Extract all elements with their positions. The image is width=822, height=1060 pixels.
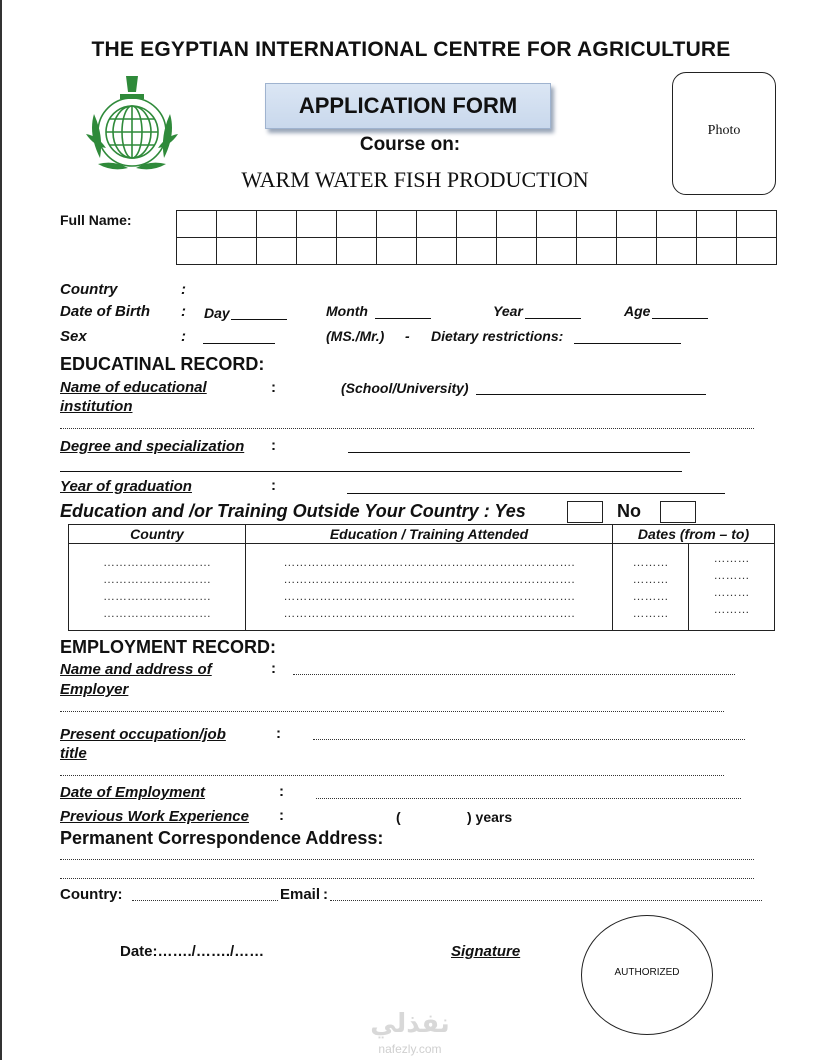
photo-label: Photo: [707, 123, 741, 138]
dotted-entry: ……………………………………………………………….: [283, 572, 575, 586]
name-grid-row: [177, 238, 777, 265]
email-label: Email: [280, 886, 321, 903]
dotted-entry: ………: [632, 572, 669, 586]
colon: :: [271, 477, 276, 494]
occupation-label-cont: title: [60, 745, 87, 762]
organization-title: THE EGYPTIAN INTERNATIONAL CENTRE FOR AGRICULTURE: [91, 38, 731, 61]
age-label: Age: [624, 303, 651, 319]
globe-wreath-emblem-icon: [76, 74, 188, 186]
watermark: نفذلي: [370, 1008, 450, 1038]
country-cell[interactable]: [69, 544, 246, 631]
employer-label: Name and address of: [60, 661, 212, 678]
occupation-field[interactable]: [313, 739, 745, 740]
table-body-row: [69, 544, 775, 631]
sex-field[interactable]: [203, 343, 275, 344]
column-header-training: Education / Training Attended: [246, 525, 613, 544]
country-label: Country: [60, 281, 118, 298]
dotted-entry: ……………………………………………………………….: [283, 589, 575, 603]
month-field[interactable]: [375, 318, 431, 319]
full-name-grid[interactable]: [176, 210, 777, 265]
occupation-label: Present occupation/job: [60, 726, 226, 743]
employment-date-label: Date of Employment: [60, 784, 206, 801]
page-left-border: [0, 0, 2, 1060]
dotted-entry: ………………………: [103, 572, 211, 586]
authorized-label: AUTHORIZED: [614, 967, 680, 978]
school-university-label: (School/University): [341, 380, 469, 396]
sex-label: Sex: [60, 328, 87, 345]
yes-checkbox[interactable]: [567, 501, 603, 523]
table-header-row: [69, 525, 775, 544]
course-on-label: Course on:: [359, 134, 461, 155]
institution-label-cont: institution: [60, 398, 133, 415]
colon: :: [181, 328, 186, 345]
watermark-url: nafezly.com: [378, 1042, 442, 1056]
graduation-field[interactable]: [347, 493, 725, 494]
year-field[interactable]: [525, 318, 581, 319]
dotted-entry: ……………………………………………………………….: [283, 606, 575, 620]
day-field[interactable]: [231, 319, 287, 320]
occupation-field-line-2[interactable]: [60, 775, 724, 776]
degree-label: Degree and specialization: [60, 438, 245, 455]
employer-label-cont: Employer: [60, 681, 129, 698]
column-header-country: Country: [69, 525, 246, 544]
dietary-label: Dietary restrictions:: [431, 328, 564, 344]
experience-label: Previous Work Experience: [60, 808, 249, 825]
age-field[interactable]: [652, 318, 708, 319]
signature-label: Signature: [451, 943, 521, 960]
colon: :: [181, 303, 186, 320]
address-field-line-2[interactable]: [60, 878, 754, 879]
colon: :: [276, 725, 281, 742]
degree-field[interactable]: [348, 452, 690, 453]
date-field[interactable]: Date:……./……./……: [120, 943, 265, 960]
dotted-entry: ………: [713, 585, 750, 599]
education-heading: EDUCATINAL RECORD:: [60, 354, 265, 374]
name-grid-row: [177, 211, 777, 238]
full-name-label: Full Name:: [60, 212, 132, 228]
employment-date-field[interactable]: [316, 798, 741, 799]
application-form-title: APPLICATION FORM: [265, 83, 551, 129]
dietary-field[interactable]: [574, 343, 681, 344]
employer-field-line-2[interactable]: [60, 711, 724, 712]
colon: :: [323, 886, 328, 903]
day-label: Day: [204, 305, 230, 321]
email-field[interactable]: [330, 900, 762, 901]
outside-training-label: Education and /or Training Outside Your Country : Yes: [60, 501, 526, 521]
institution-label: Name of educational: [60, 379, 207, 396]
institution-field-line-2[interactable]: [60, 428, 754, 429]
experience-years-label: ) years: [467, 809, 513, 825]
graduation-label: Year of graduation: [60, 478, 192, 495]
address-field-line-1[interactable]: [60, 859, 754, 860]
address-country-label: Country:: [60, 886, 123, 903]
colon: :: [279, 807, 284, 824]
colon: :: [279, 783, 284, 800]
dob-label: Date of Birth: [60, 303, 150, 320]
date-from-cell[interactable]: [613, 544, 689, 631]
ms-mr-label: (MS./Mr.): [326, 328, 385, 344]
dotted-entry: ……………………………………………………………….: [283, 555, 575, 569]
year-label: Year: [493, 303, 523, 319]
date-to-cell[interactable]: [689, 544, 775, 631]
experience-open-paren: (: [396, 809, 401, 825]
address-heading: Permanent Correspondence Address:: [60, 828, 384, 848]
employment-heading: EMPLOYMENT RECORD:: [60, 637, 276, 657]
training-cell[interactable]: [246, 544, 613, 631]
dotted-entry: ………………………: [103, 606, 211, 620]
colon: :: [181, 281, 186, 298]
month-label: Month: [326, 303, 368, 319]
dotted-entry: ………: [713, 568, 750, 582]
dotted-entry: ………: [632, 555, 669, 569]
address-country-field[interactable]: [132, 900, 278, 901]
dash: -: [405, 328, 410, 344]
dotted-entry: ………: [713, 602, 750, 616]
dotted-entry: ………: [632, 606, 669, 620]
no-checkbox[interactable]: [660, 501, 696, 523]
colon: :: [271, 660, 276, 677]
no-label: No: [617, 501, 641, 521]
column-header-dates: Dates (from – to): [613, 525, 775, 544]
dotted-entry: ………: [713, 551, 750, 565]
colon: :: [271, 379, 276, 396]
colon: :: [271, 437, 276, 454]
dotted-entry: ………………………: [103, 589, 211, 603]
dotted-entry: ………: [632, 589, 669, 603]
institution-field[interactable]: [476, 394, 706, 395]
training-table: [68, 524, 775, 631]
dotted-entry: ………………………: [103, 555, 211, 569]
course-name: WARM WATER FISH PRODUCTION: [241, 167, 589, 192]
degree-field-line-2[interactable]: [60, 471, 682, 472]
employer-field[interactable]: [293, 674, 735, 675]
